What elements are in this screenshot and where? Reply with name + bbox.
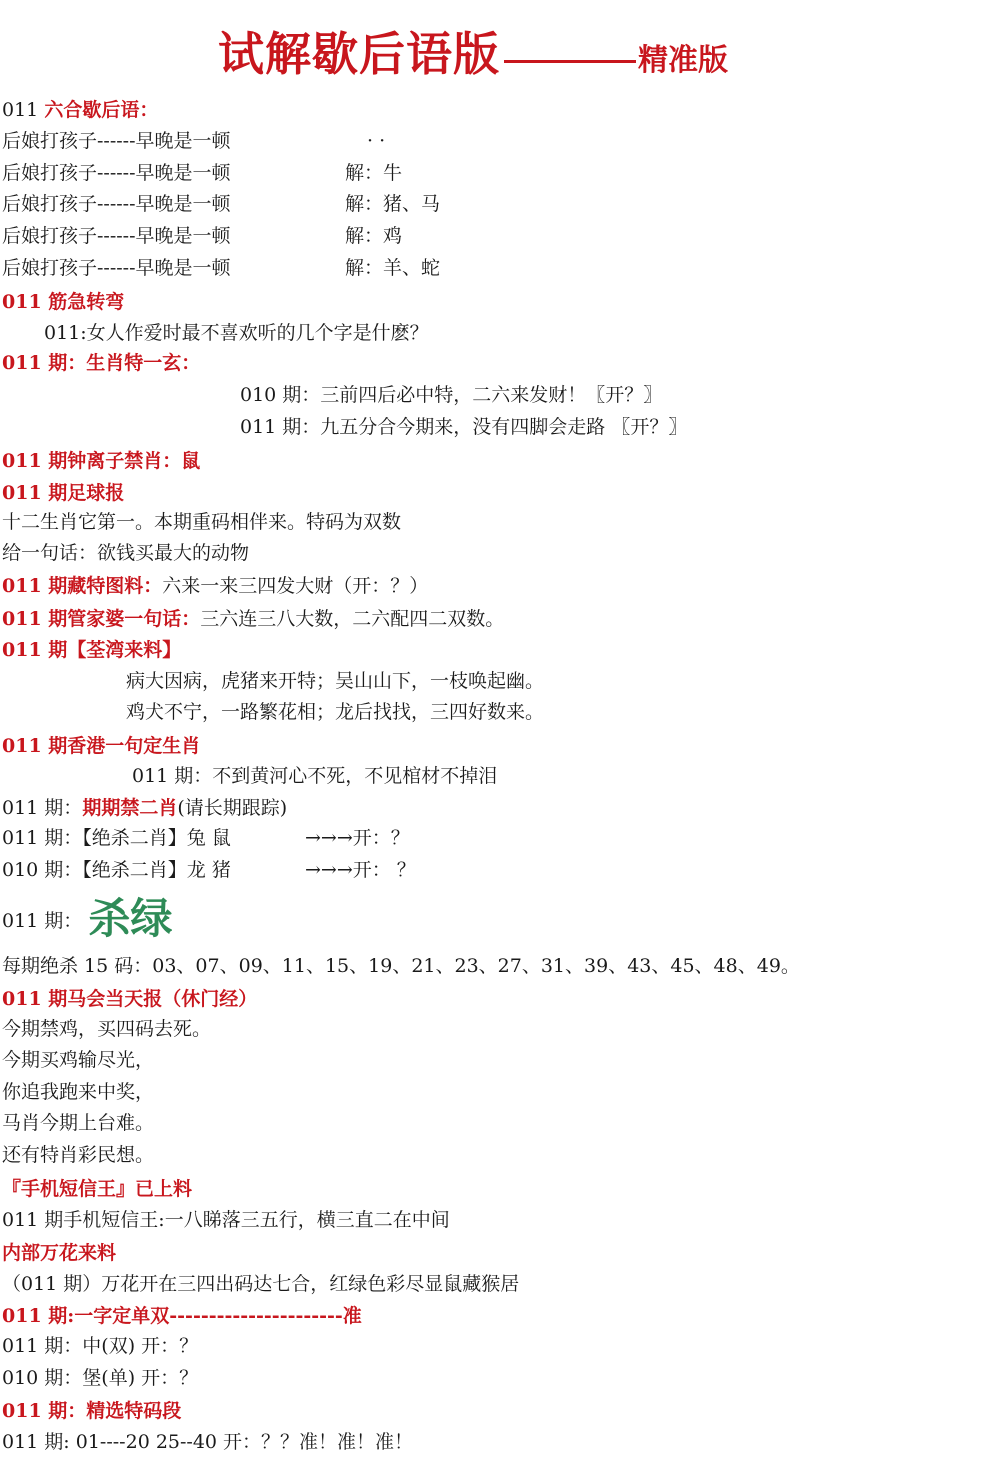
section-heading: 011 期【荃湾来料】 bbox=[2, 639, 182, 661]
section-line bbox=[2, 894, 173, 943]
body-line: 十二生肖它第一。本期重码相伴来。特码为双数 bbox=[2, 511, 402, 533]
verse-line: 010 期：三前四后必中特，二六来发财！〖开？〗 bbox=[240, 384, 663, 406]
heading-prefix: 011 期： bbox=[2, 797, 83, 819]
body-line: 011 期: 01----20 25--40 开：？？准！准！准！ bbox=[2, 1431, 414, 1453]
verse-line: 011 期：不到黄河心不死，不见棺材不掉泪 bbox=[132, 765, 498, 787]
section-heading: 011 期足球报 bbox=[2, 482, 125, 504]
body-line: 011 期：中(双) 开：？ bbox=[2, 1335, 199, 1357]
section-heading: 011 期钟离子禁肖：鼠 bbox=[2, 450, 201, 472]
page-title bbox=[218, 18, 728, 84]
riddle-row bbox=[2, 223, 402, 249]
section-heading: 011 期：精选特码段 bbox=[2, 1400, 182, 1422]
kill-line bbox=[2, 825, 410, 851]
highlight-word: 杀绿 bbox=[88, 894, 173, 943]
riddle-answer: 解：牛 bbox=[345, 162, 403, 184]
section-heading: 011 期:一字定单双----------------------准 bbox=[2, 1305, 362, 1327]
riddle-answer: 解：猪、马 bbox=[345, 193, 441, 215]
verse-line: 鸡犬不宁，一路繁花相；龙后找找，三四好数来。 bbox=[126, 701, 545, 723]
poem-line: 你追我跑来中奖， bbox=[2, 1081, 155, 1103]
section-heading: 011 期：生肖特一玄： bbox=[2, 352, 201, 374]
riddle-row bbox=[2, 160, 402, 186]
heading-text: 011 期管家婆一句话： bbox=[2, 608, 201, 630]
section-heading: 011 期香港一句定生肖 bbox=[2, 735, 201, 757]
riddle-text: 后娘打孩子------早晚是一顿 bbox=[2, 225, 231, 247]
poem-line: 马肖今期上台难。 bbox=[2, 1112, 155, 1134]
body-line: 011 期手机短信王:一八睇落三五行，横三直二在中间 bbox=[2, 1209, 450, 1231]
riddle-text: 后娘打孩子------早晚是一顿 bbox=[2, 130, 231, 152]
kill-label: 011 期：【绝杀二肖】兔 鼠 bbox=[2, 827, 231, 849]
kill-label: 010 期：【绝杀二肖】龙 猪 bbox=[2, 859, 231, 881]
body-text: 三六连三八大数，二六配四二双数。 bbox=[200, 608, 505, 630]
section-heading bbox=[2, 97, 158, 123]
heading-prefix: 011 期： bbox=[2, 910, 83, 932]
heading-note: (请长期跟踪) bbox=[177, 797, 288, 819]
riddle-answer: 解：鸡 bbox=[345, 225, 403, 247]
body-line: 010 期：堡(单) 开：？ bbox=[2, 1367, 199, 1389]
riddle-answer: · · bbox=[367, 130, 386, 152]
poem-line: 今期禁鸡，买四码去死。 bbox=[2, 1018, 212, 1040]
verse-line: 病大因病，虎猪来开特；吴山山下，一枝唤起幽。 bbox=[126, 670, 545, 692]
kill-result: →→→开： ？ bbox=[305, 859, 416, 881]
riddle-text: 后娘打孩子------早晚是一顿 bbox=[2, 257, 231, 279]
body-line: 给一句话：欲钱买最大的动物 bbox=[2, 542, 250, 564]
verse-line: 011 期：九五分合今期来，没有四脚会走路 〖开？〗 bbox=[240, 416, 688, 438]
section-heading: 内部万花来料 bbox=[2, 1242, 117, 1264]
heading-text: 期期禁二肖 bbox=[82, 797, 178, 819]
section-heading: 011 期马会当天报（休门经） bbox=[2, 988, 258, 1010]
riddle-row bbox=[2, 191, 440, 217]
heading-text: 011 期藏特图料： bbox=[2, 575, 163, 597]
section-line bbox=[2, 795, 287, 821]
poem-line: 今期买鸡输尽光， bbox=[2, 1049, 155, 1071]
body-line: （011 期）万花开在三四出码达七合，红绿色彩尽显鼠藏猴居 bbox=[2, 1273, 520, 1295]
question-text: 011:女人作爱时最不喜欢听的几个字是什麽？ bbox=[44, 322, 429, 344]
riddle-text: 后娘打孩子------早晚是一顿 bbox=[2, 193, 231, 215]
body-text: 六来一来三四发大财（开：？） bbox=[162, 575, 429, 597]
heading-prefix: 011 bbox=[2, 99, 45, 121]
numbers-line: 每期绝杀 15 码：03、07、09、11、15、19、21、23、27、31、39、43、45、48、49。 bbox=[2, 955, 800, 977]
section-line bbox=[2, 606, 504, 632]
title-dash bbox=[504, 60, 636, 63]
riddle-answer: 解：羊、蛇 bbox=[345, 257, 441, 279]
kill-result: →→→开：？ bbox=[305, 827, 410, 849]
section-heading: 『手机短信王』已上料 bbox=[2, 1178, 193, 1200]
poem-line: 还有特肖彩民想。 bbox=[2, 1144, 155, 1166]
riddle-text: 后娘打孩子------早晚是一顿 bbox=[2, 162, 231, 184]
section-heading: 011 筋急转弯 bbox=[2, 291, 125, 313]
title-sub: 精准版 bbox=[638, 43, 728, 78]
kill-line bbox=[2, 857, 416, 883]
riddle-row bbox=[2, 255, 440, 281]
section-line bbox=[2, 573, 428, 599]
riddle-row bbox=[2, 128, 385, 154]
heading-text: 六合歇后语： bbox=[44, 99, 159, 121]
title-main: 试解歇后语版 bbox=[218, 27, 500, 81]
